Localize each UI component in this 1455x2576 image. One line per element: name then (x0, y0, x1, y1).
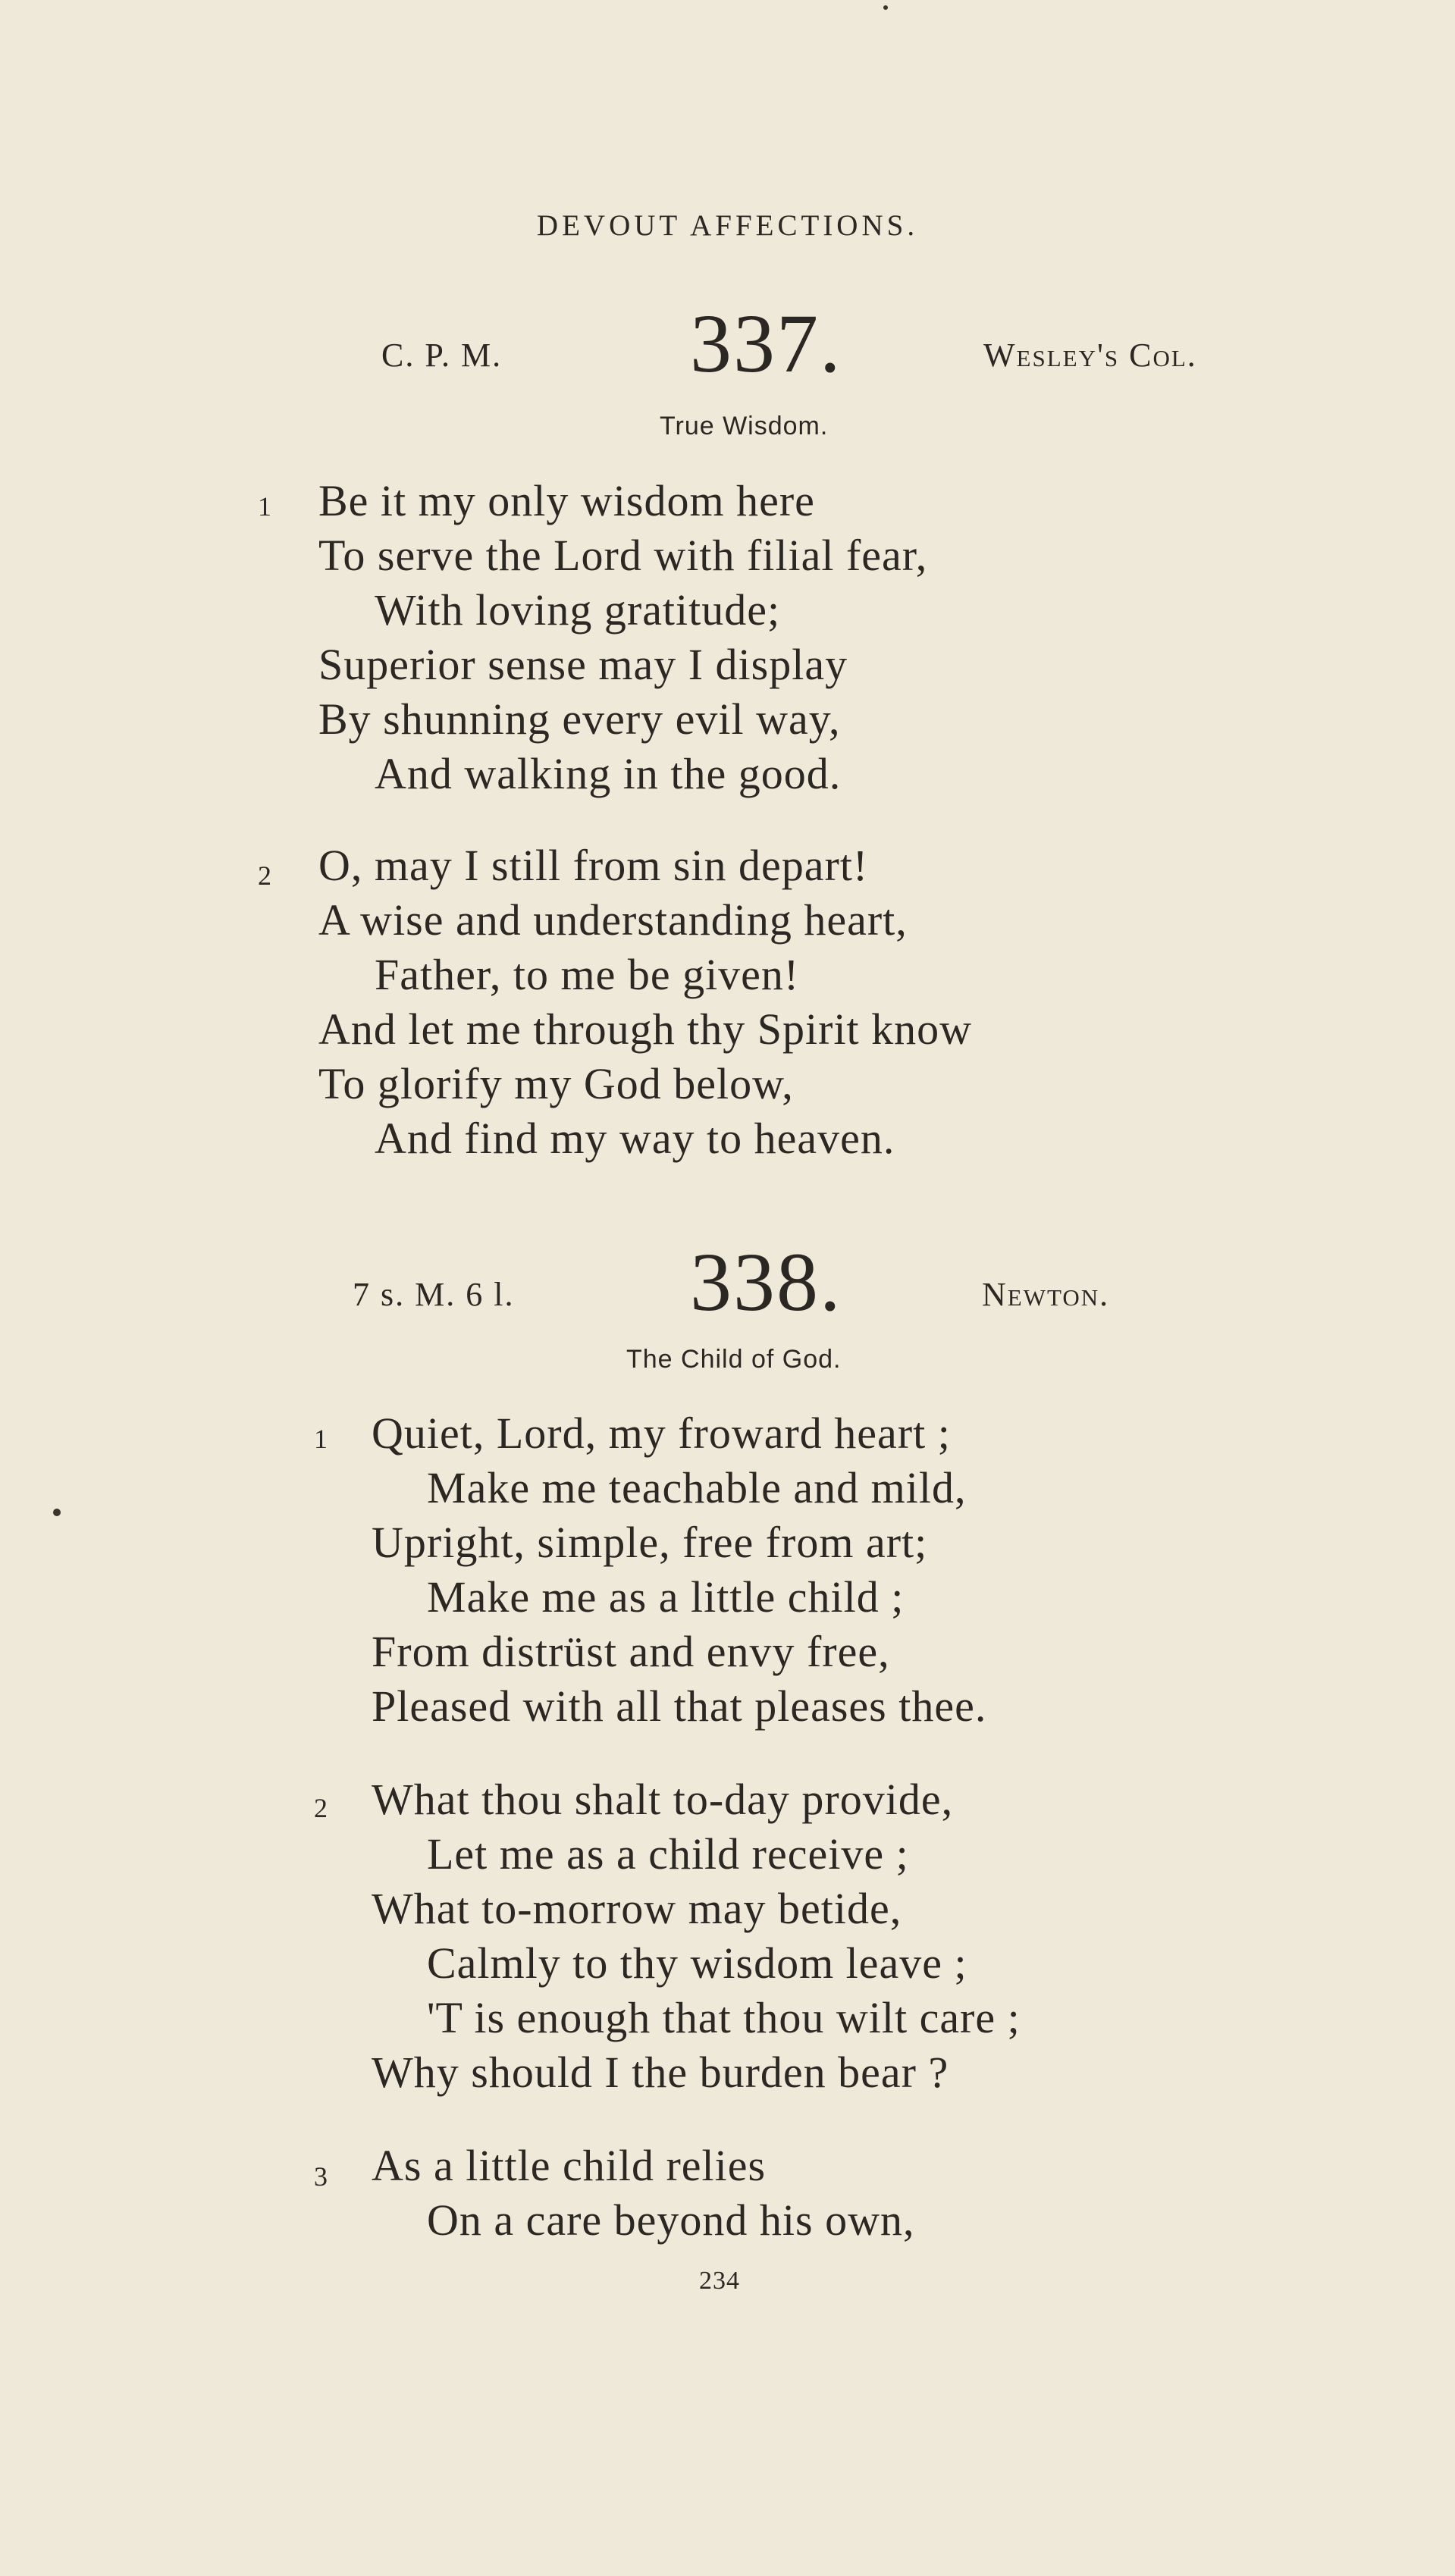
hymn-338-v1-line-2: Make me teachable and mild, (427, 1463, 967, 1512)
hymn-337-v2-line-3: Father, to me be given! (375, 950, 800, 999)
hymn-338-meter: 7 s. M. 6 l. (353, 1276, 515, 1313)
hymn-337-author: Wesley's Col. (983, 337, 1197, 374)
hymn-337-topic: True Wisdom. (660, 412, 829, 440)
page-number: 234 (699, 2267, 740, 2295)
hymn-338-verse-2-number: 2 (314, 1793, 328, 1823)
hymn-337-meter: C. P. M. (381, 337, 503, 374)
hymn-338-verse-3-number: 3 (314, 2161, 328, 2192)
hymn-337-verse-2-number: 2 (258, 860, 271, 891)
hymn-337-number: 337. (690, 297, 842, 390)
hymn-338-v2-line-4: Calmly to thy wisdom leave ; (427, 1938, 967, 1988)
hymn-337-v2-line-1: O, may I still from sin depart! (318, 841, 869, 890)
hymn-338-topic: The Child of God. (626, 1345, 842, 1374)
hymn-338-verse-1-number: 1 (314, 1424, 328, 1454)
hymn-338-v2-line-3: What to-morrow may betide, (372, 1884, 902, 1933)
hymn-337-v2-line-5: To glorify my God below, (318, 1059, 794, 1108)
hymn-337-v2-line-6: And find my way to heaven. (375, 1114, 895, 1163)
hymn-338-v2-line-6: Why should I the burden bear ? (372, 2048, 949, 2097)
hymn-337-v1-line-6: And walking in the good. (375, 749, 842, 798)
hymn-338-author: Newton. (982, 1276, 1110, 1313)
hymn-337-v1-line-4: Superior sense may I display (318, 640, 848, 689)
hymn-337-v1-line-5: By shunning every evil way, (318, 694, 841, 744)
hymn-338-number: 338. (690, 1236, 842, 1328)
hymn-338-v2-line-5: 'T is enough that thou wilt care ; (427, 1993, 1021, 2042)
running-head: DEVOUT AFFECTIONS. (536, 209, 919, 242)
hymn-337-v2-line-4: And let me through thy Spirit know (318, 1004, 973, 1054)
hymn-337-v2-line-2: A wise and understanding heart, (318, 895, 908, 945)
hymn-338-v3-line-2: On a care beyond his own, (427, 2195, 915, 2245)
hymn-337-verse-1-number: 1 (258, 491, 271, 522)
hymn-338-v2-line-2: Let me as a child receive ; (427, 1829, 909, 1879)
ink-spot (53, 1509, 61, 1516)
hymn-338-v1-line-6: Pleased with all that pleases thee. (372, 1681, 987, 1731)
hymn-337-v1-line-3: With loving gratitude; (375, 585, 781, 635)
hymn-338-v1-line-3: Upright, simple, free from art; (372, 1518, 928, 1567)
hymn-338-v2-line-1: What thou shalt to-day provide, (372, 1775, 954, 1824)
hymn-337-v1-line-1: Be it my only wisdom here (318, 476, 815, 525)
hymn-338-v1-line-1: Quiet, Lord, my froward heart ; (372, 1409, 951, 1458)
ink-spot-top (883, 5, 888, 10)
hymn-338-v1-line-5: From distrüst and envy free, (372, 1627, 890, 1676)
hymn-338-v1-line-4: Make me as a little child ; (427, 1572, 905, 1622)
hymn-337-v1-line-2: To serve the Lord with filial fear, (318, 531, 928, 580)
hymn-338-v3-line-1: As a little child relies (372, 2141, 767, 2190)
